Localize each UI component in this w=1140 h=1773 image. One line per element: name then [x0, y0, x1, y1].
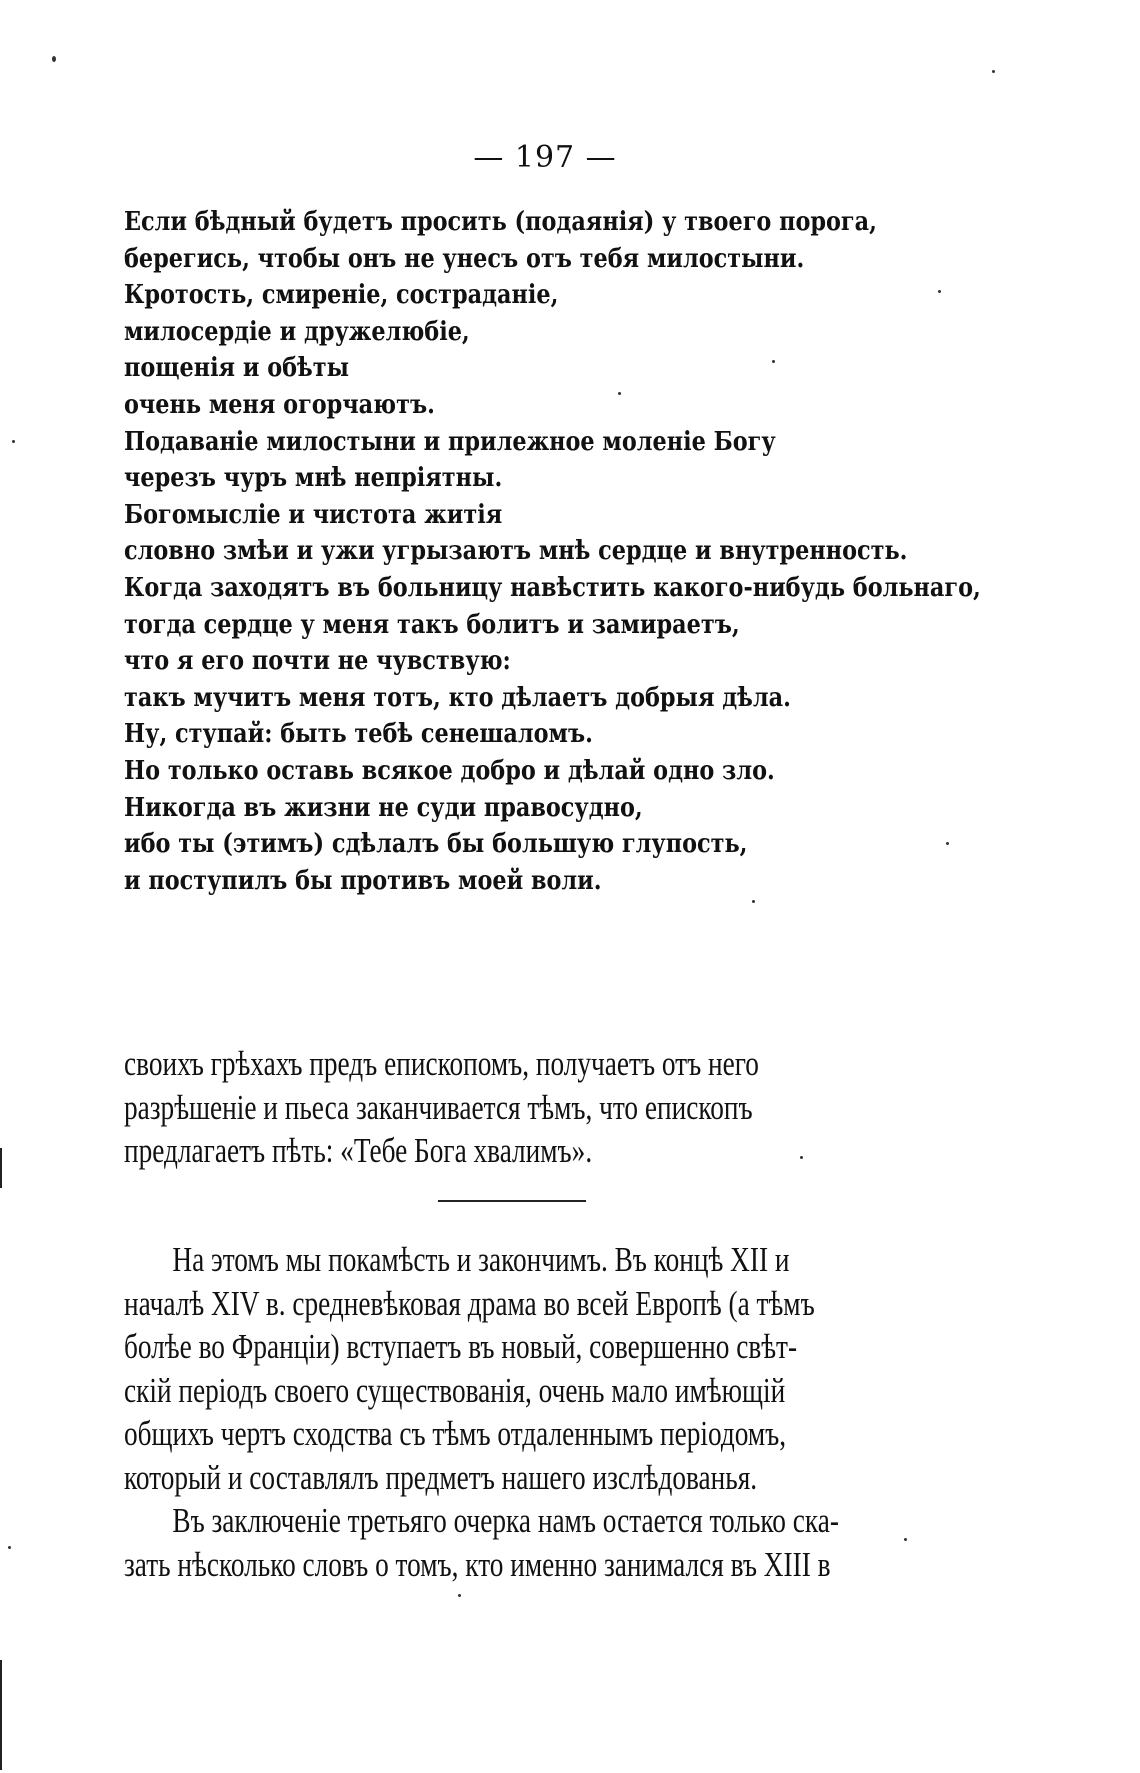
verse-line: очень меня огорчаютъ.: [124, 389, 435, 420]
text-line: Въ заключеніе третьяго очерка намъ остается только ска-: [172, 1501, 839, 1540]
text-line: разрѣшеніе и пьеса заканчивается тѣмъ, что епископъ: [124, 1087, 753, 1127]
scan-speck: [938, 290, 941, 293]
text-line: общихъ чертъ сходства съ тѣмъ отдаленнымъ періодомъ,: [124, 1414, 787, 1453]
verse-line: что я его почти не чувствую:: [124, 646, 511, 677]
scan-speck: [12, 440, 15, 443]
verse-line: Ну, ступай: быть тебѣ сенешаломъ.: [124, 719, 593, 750]
verse-line: Никогда въ жизни не суди правосудно,: [124, 792, 643, 823]
verse-line: черезъ чуръ мнѣ непріятны.: [124, 463, 503, 494]
scan-speck: [52, 56, 56, 62]
verse-line: берегись, чтобы онъ не унесъ отъ тебя милостыни.: [124, 243, 805, 274]
page-number: — 197 —: [473, 140, 617, 175]
scan-speck: [772, 360, 775, 363]
verse-line: и поступилъ бы противъ моей воли.: [124, 865, 602, 896]
scan-speck: [8, 1546, 11, 1549]
verse-line: тогда сердце у меня такъ болитъ и замираетъ,: [124, 609, 740, 640]
text-line: болѣе во Франціи) вступаетъ въ новый, совершенно свѣт-: [124, 1327, 798, 1366]
verse-line: Но только оставь всякое добро и дѣлай одно зло.: [124, 755, 775, 786]
verse-line: Подаваніе милостыни и прилежное моленіе Богу: [124, 426, 776, 457]
verse-line: Когда заходятъ въ больницу навѣстить какого-нибудь больнаго,: [124, 572, 981, 603]
verse-line: словно змѣи и ужи угрызаютъ мнѣ сердце и внутренность.: [124, 536, 908, 567]
paragraph-closing-remarks: [124, 1238, 1021, 1586]
scan-edge: [0, 1148, 2, 1188]
scan-speck: [946, 842, 949, 845]
scan-speck: [618, 392, 621, 395]
scan-edge: [0, 1660, 2, 1770]
scan-speck: [752, 900, 755, 903]
scan-speck: [800, 1156, 803, 1159]
text-line: скій періодъ своего существованія, очень мало имѣющій: [124, 1370, 786, 1410]
verse-line: ибо ты (этимъ) сдѣлалъ бы большую глупость,: [124, 829, 748, 860]
text-line: предлагаетъ пѣть: «Тебе Бога хвалимъ».: [124, 1131, 593, 1170]
verse-quotation: [124, 204, 981, 899]
verse-line: пощенія и обѣты: [124, 353, 350, 384]
text-line: своихъ грѣхахъ предъ епископомъ, получаетъ отъ него: [124, 1044, 759, 1083]
verse-line: милосердіе и дружелюбіе,: [124, 316, 470, 347]
text-line: На этомъ мы покамѣсть и закончимъ. Въ концѣ XII и: [172, 1240, 790, 1279]
paragraph-conclusion-of-play: [124, 1042, 1021, 1173]
verse-line: Кротость, смиреніе, состраданіе,: [124, 280, 559, 311]
verse-line: такъ мучитъ меня тотъ, кто дѣлаетъ добрыя дѣла.: [124, 682, 791, 713]
scan-speck: [904, 1538, 907, 1541]
verse-line: Богомысліе и чистота житія: [124, 499, 503, 530]
text-line: который и составлялъ предметъ нашего изслѣдованья.: [124, 1457, 758, 1497]
scan-speck: [992, 70, 995, 73]
text-line: началѣ XIV в. средневѣковая драма во всей Европѣ (а тѣмъ: [124, 1283, 815, 1323]
section-divider: [438, 1200, 586, 1202]
verse-line: Если бѣдный будетъ просить (подаянія) у твоего порога,: [124, 207, 877, 237]
text-line: зать нѣсколько словъ о томъ, кто именно занимался въ XIII в: [124, 1544, 831, 1584]
scan-speck: [458, 1594, 461, 1597]
